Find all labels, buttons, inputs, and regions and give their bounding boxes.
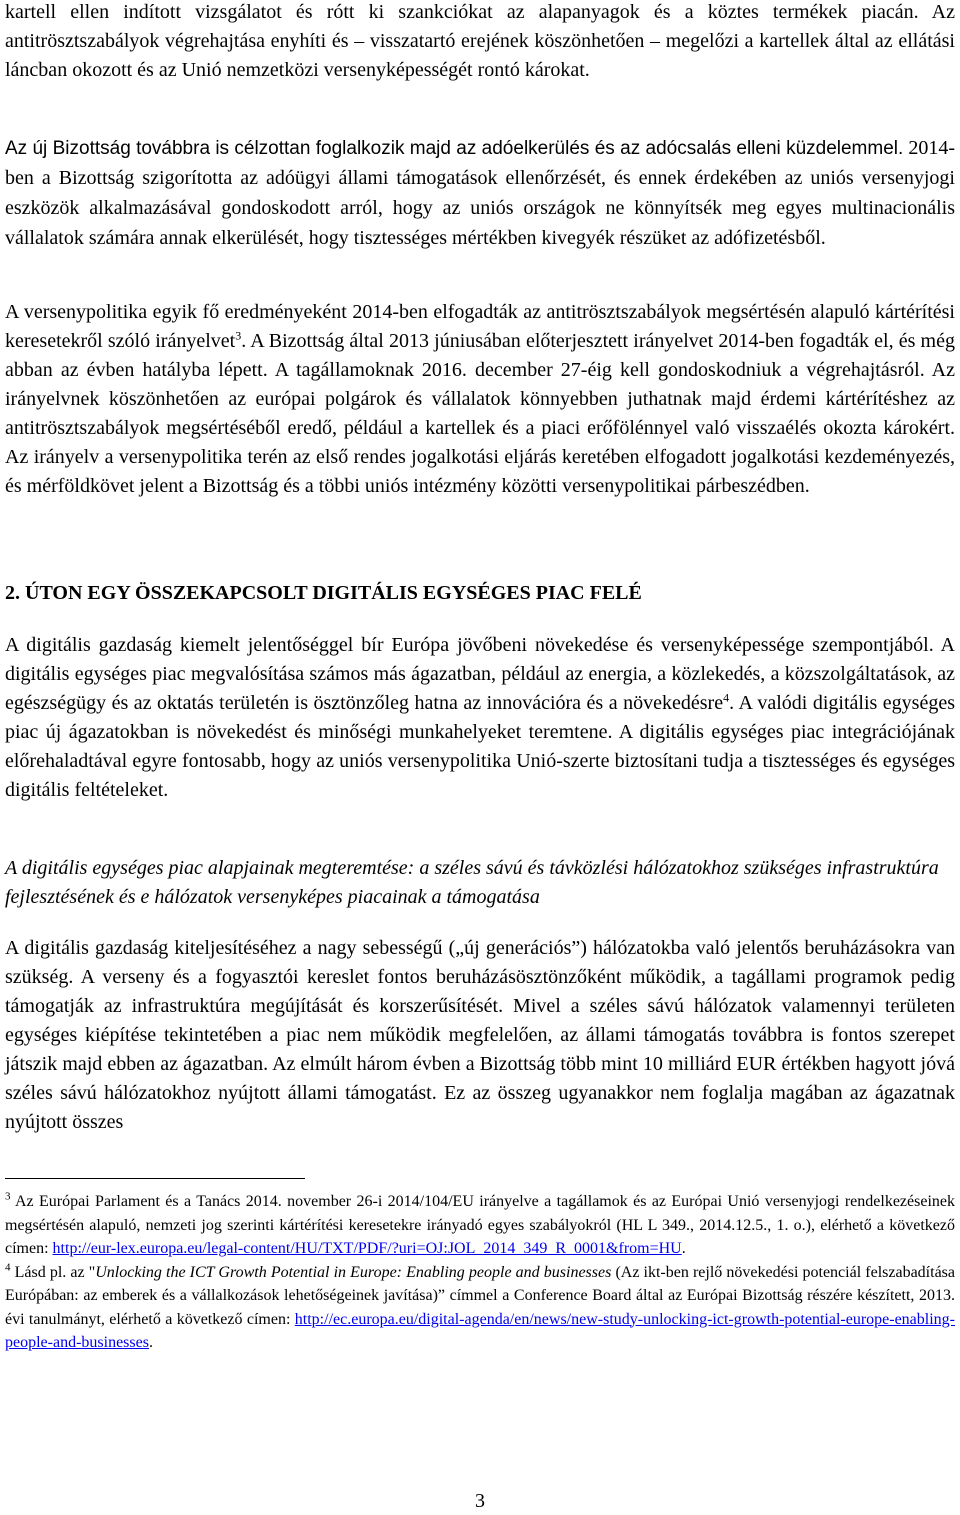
section-heading: 2. ÚTON EGY ÖSSZEKAPCSOLT DIGITÁLIS EGYSÉGES PIAC FELÉ	[5, 582, 642, 604]
page-number: 3	[475, 1490, 485, 1512]
footnote-4-text-a: Lásd pl. az "	[10, 1263, 96, 1281]
footnote-3-number: 3	[5, 1190, 11, 1203]
paragraph-damages-directive-text-b: . A Bizottság által 2013 júniusában előterjesztett irányelvet 2014-ben fogadták el, és még abban az évben hatályba lépett. A tagállamoknak 2016. december 27-éig kell gondoskodniuk a végrehajtásról. Az irányelvnek köszönhetően az európai polgárok és vállalatok könnyebben juthatnak majd érdemi kártérítéshez az antitrösztszabályok megsértéséből eredő, például a kartellek és a piaci erőfölénnyel való visszaélés okozta károkért. Az irányelv a versenypolitika terén az első rendes jogalkotási eljárás keretében elfogadott jogalkotási kezdeményezés, és mérföldkövet jelent a Bizottság és a többi uniós intézmény közötti versenypolitikai párbeszédben.	[5, 330, 955, 497]
footnote-3-text: Az Európai Parlament és a Tanács 2014. november 26-i 2014/104/EU irányelve a tagállamok és az Európai Unió versenyjogi rendelkezéseinek megsértésén alapuló, nemzeti jog szerinti kártérítési keresetekre irányadó egyes szabályokról (HL L 349., 2014.12.5., 1. o.), elérhető a következő címen:	[5, 1193, 955, 1257]
paragraph-tax-avoidance	[5, 134, 955, 254]
footnote-ref-3[interactable]: 3	[235, 328, 242, 343]
paragraph-damages-directive	[5, 298, 955, 501]
footnote-3-link[interactable]: http://eur-lex.europa.eu/legal-content/HU/TXT/PDF/?uri=OJ:JOL_2014_349_R_0001&from=HU	[52, 1240, 682, 1257]
footnote-separator	[5, 1178, 305, 1179]
paragraph-tax-avoidance-serif-text: 2014-ben a Bizottság szigorította az adóügyi állami támogatások ellenőrzését, és ennek érdekében az uniós versenyjogi eszközök alkalmazásával gondoskodott arról, hogy az uniós országok ne könnyítsék meg egyes multinacionális vállalatok számára annak elkerülését, hogy tisztességes mértékben kivegyék részüket az adófizetésből.	[5, 137, 955, 249]
footnote-4-text-b: (Az ikt-ben rejlő növekedési potenciál felszabadítása Európában: az emberek és a vállalkozások lehetőségeinek javítása)” címmel a Conference Board által az Európai Bizottság részére készített, 2013. évi tanulmányt, elérhető a következő címen:	[5, 1263, 955, 1328]
footnote-4-link[interactable]: http://ec.europa.eu/digital-agenda/en/news/new-study-unlocking-ict-growth-potential-europe-enabling-people-and-businesses	[5, 1310, 955, 1351]
footnote-3-end: .	[681, 1240, 686, 1257]
footnote-3	[5, 1190, 955, 1261]
paragraph-cartel: kartell ellen indított vizsgálatot és rótt ki szankciókat az alapanyagok és a köztes termékek piacán. Az antitrösztszabályok végrehajtása enyhíti és – visszatartó erejének köszönhetően – megelőzi a kartellek által az ellátási láncban okozott és az Unió nemzetközi versenyképességét rontó károkat.	[5, 1, 955, 81]
footnote-4	[5, 1261, 955, 1355]
subsection-heading: A digitális egységes piac alapjainak megteremtése: a széles sávú és távközlési hálózatokhoz szükséges infrastruktúra fejlesztésének és e hálózatok versenyképes piacainak a támogatása	[5, 857, 939, 908]
footnote-4-number: 4	[5, 1261, 11, 1274]
paragraph-digital-economy	[5, 631, 955, 805]
paragraph-digital-economy-text-b: . A valódi digitális egységes piac új ágazatokban is növekedést és minőségi munkahelyeket teremtene. A digitális egységes piac integrációjának előrehaladtával egyre fontosabb, hogy az uniós versenypolitika Unió-szerte biztosítani tudja a tisztességes és egységes digitális feltételeket.	[5, 692, 955, 801]
footnote-4-title: Unlocking the ICT Growth Potential in Europe: Enabling people and businesses	[95, 1263, 612, 1281]
paragraph-broadband: A digitális gazdaság kiteljesítéséhez a nagy sebességű („új generációs”) hálózatokba való jelentős beruházásokra van szükség. A verseny és a fogyasztói kereslet fontos beruházásösztönzőként működik, a tagállami programok pedig támogatják az infrastruktúra megújítását és korszerűsítését. Mivel a széles sávú hálózatok valamennyi területen egységes kiépítése tekintetében a piac nem működik megfelelően, az állami támogatás továbbra is fontos szerepet játszik majd ebben az ágazatban. Az elmúlt három évben a Bizottság több mint 10 milliárd EUR értékben hagyott jóvá széles sávú hálózatokhoz nyújtott állami támogatást. Ez az összeg ugyanakkor nem foglalja magában az ágazatnak nyújtott összes	[5, 937, 955, 1133]
paragraph-digital-economy-text-a: A digitális gazdaság kiemelt jelentőséggel bír Európa jövőbeni növekedése és versenyképessége szempontjából. A digitális egységes piac megvalósítása számos más ágazatban, például az energia, a közlekedés, a közszolgáltatások, az egészségügy és az oktatás területén is ösztönzőleg hatna az innovációra és a növekedésre	[5, 634, 955, 714]
footnotes	[5, 1190, 955, 1355]
footnote-4-end: .	[148, 1334, 153, 1351]
paragraph-damages-directive-text-a: A versenypolitika egyik fő eredményeként 2014-ben elfogadták az antitrösztszabályok megsértésén alapuló kártérítési keresetekről szóló irányelvet	[5, 301, 955, 352]
footnote-ref-4[interactable]: 4	[723, 690, 730, 705]
paragraph-tax-avoidance-sans-text: Az új Bizottság továbbra is célzottan foglalkozik majd az adóelkerülés és az adócsalás elleni küzdelemmel.	[5, 138, 904, 159]
